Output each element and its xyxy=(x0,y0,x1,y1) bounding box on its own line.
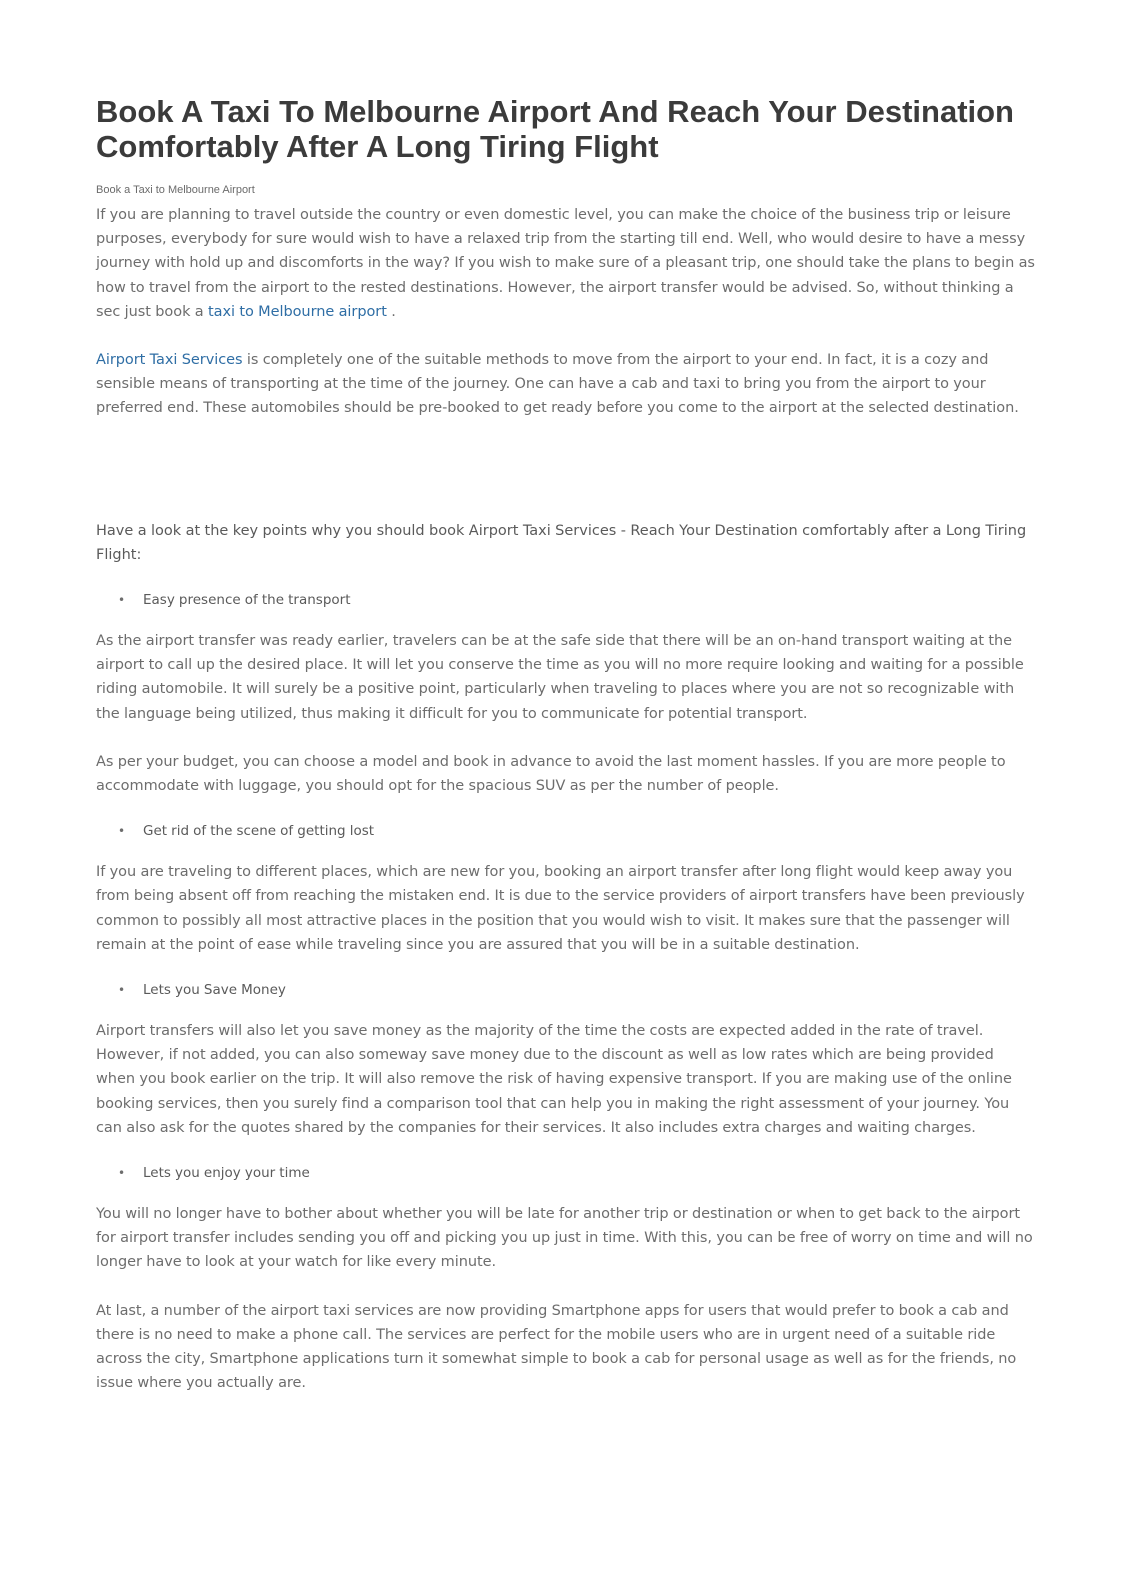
point-heading-text: Lets you Save Money xyxy=(143,982,286,999)
intro-paragraph xyxy=(96,203,1036,324)
point-heading-text: Get rid of the scene of getting lost xyxy=(143,823,375,840)
bullet-dot: • xyxy=(118,983,126,998)
point-heading-easy-presence xyxy=(118,590,1036,610)
point-heading-save-money xyxy=(118,980,1036,1000)
airport-taxi-services-link[interactable]: Airport Taxi Services xyxy=(96,352,243,369)
intro-tail: . xyxy=(386,303,396,320)
point-heading-get-rid-of-getting-lost xyxy=(118,821,1036,841)
key-points-heading: Have a look at the key points why you should book Airport Taxi Services - Reach Your Destination comfortably after a Long Tiring Flight: xyxy=(96,522,1027,563)
point-paragraph: If you are traveling to different places, which are new for you, booking an airport transfer after long flight would keep away you from being absent off from reaching the mistaken end. It is due to the service providers of airport transfers have been previously common to possibly all most attractive places in the position that you would wish to visit. It makes sure that the passenger will remain at the point of ease while traveling since you are assured that you will be in a suitable destination. xyxy=(96,864,1025,953)
article-title: Book A Taxi To Melbourne Airport And Reach Your Destination Comfortably After A Long Tiring Flight xyxy=(96,94,1014,164)
article xyxy=(96,94,1036,1396)
point-paragraph: Airport transfers will also let you save money as the majority of the time the costs are expected added in the rate of travel. However, if not added, you can also someway save money due to the discount as well as low rates which are being provided when you book earlier on the trip. It will also remove the risk of having expensive transport. If you are making use of the online booking services, then you surely find a comparison tool that can help you in making the right assessment of your journey. You can also ask for the quotes shared by the companies for their services. It also includes extra charges and waiting charges. xyxy=(96,1023,1012,1136)
bullet-dot: • xyxy=(118,593,126,608)
point-heading-text: Easy presence of the transport xyxy=(143,592,351,609)
bullet-dot: • xyxy=(118,824,126,839)
point-paragraph: As the airport transfer was ready earlier, travelers can be at the safe side that there will be an on-hand transport waiting at the airport to call up the desired place. It will let you conserve the time as you will no more require looking and waiting for a possible riding automobile. It will surely be a positive point, particularly when traveling to places where you are not so recognizable with the language being utilized, thus making it difficult for you to communicate for potential transport. xyxy=(96,633,1024,722)
point-heading-text: Lets you enjoy your time xyxy=(143,1165,310,1182)
point-heading-enjoy-your-time xyxy=(118,1163,1036,1183)
taxi-to-melbourne-airport-link[interactable]: taxi to Melbourne airport xyxy=(207,303,387,320)
bullet-dot: • xyxy=(118,1166,126,1181)
point-paragraph: As per your budget, you can choose a model and book in advance to avoid the last moment hassles. If you are more people to accommodate with luggage, you should opt for the spacious SUV as per the number of people. xyxy=(96,753,1006,795)
point-paragraph: You will no longer have to bother about whether you will be late for another trip or destination or when to get back to the airport for airport transfer includes sending you off and picking you up just in time. With this, you can be free of worry on time and will no longer have to look at your watch for like every minute. xyxy=(96,1206,1033,1271)
article-caption: Book a Taxi to Melbourne Airport xyxy=(96,184,255,196)
services-paragraph xyxy=(96,348,1036,421)
intro-text: If you are planning to travel outside the country or even domestic level, you can make the choice of the business trip or leisure purposes, everybody for sure would wish to have a relaxed trip from the starting till end. Well, who would desire to have a messy journey with hold up and discomforts in the way? If you wish to make sure of a pleasant trip, one should take the plans to begin as how to travel from the airport to the rested destinations. However, the airport transfer would be advised. So, without thinking a sec just book a xyxy=(96,207,1035,320)
point-paragraph: At last, a number of the airport taxi services are now providing Smartphone apps for users that would prefer to book a cab and there is no need to make a phone call. The services are perfect for the mobile users who are in urgent need of a suitable ride across the city, Smartphone applications turn it somewhat simple to book a cab for personal usage as well as for the friends, no issue where you actually are. xyxy=(96,1302,1017,1392)
services-text: is completely one of the suitable methods to move from the airport to your end. In fact, it is a cozy and sensible means of transporting at the time of the journey. One can have a cab and taxi to bring you from the airport to your preferred end. These automobiles should be pre-booked to get ready before you come to the airport at the selected destination. xyxy=(96,352,1019,417)
